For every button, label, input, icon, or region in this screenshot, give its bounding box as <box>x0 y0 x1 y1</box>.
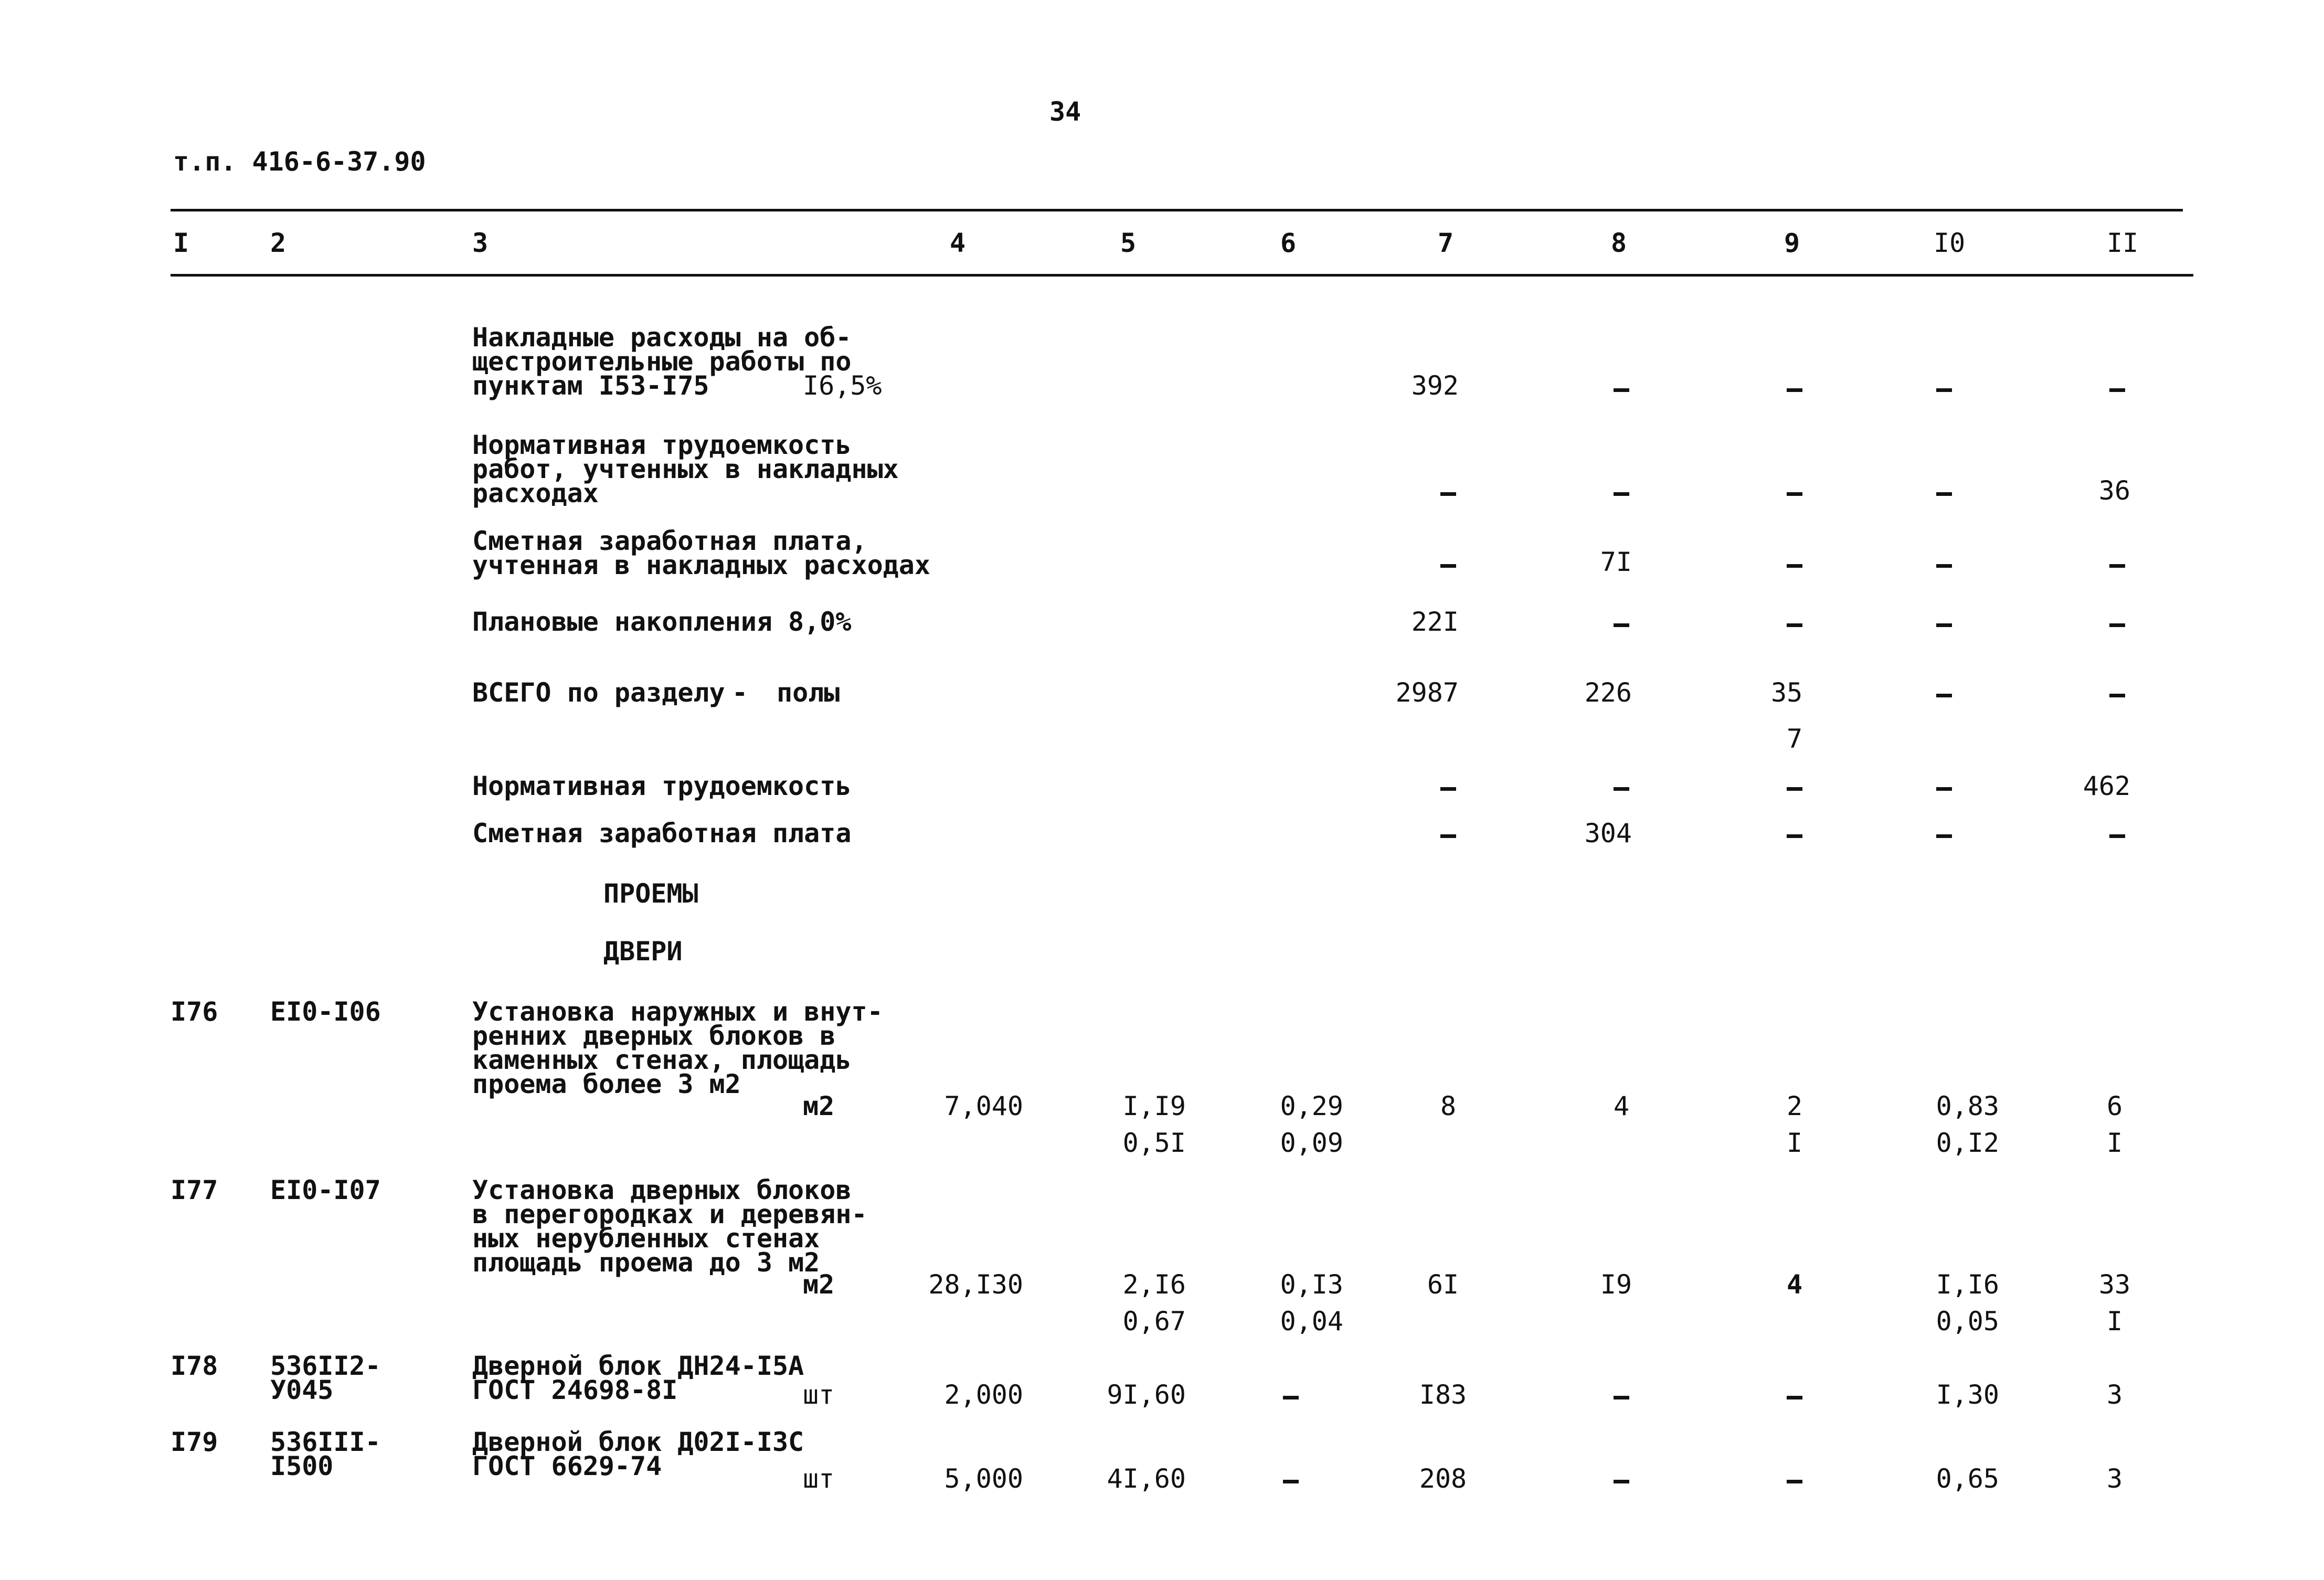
dash <box>1936 787 1952 791</box>
dash <box>2109 694 2125 697</box>
cell-col11: 6 <box>2106 1091 2123 1121</box>
dash <box>1440 834 1456 838</box>
column-header: 4 <box>950 228 966 258</box>
rate-code: 536II2- У045 <box>270 1351 381 1405</box>
cell-col5-second: 0,5I <box>1122 1128 1186 1158</box>
unit: шт <box>803 1380 835 1410</box>
dash <box>1440 492 1456 496</box>
cell-col11: 3 <box>2106 1464 2123 1494</box>
table-top-rule <box>171 209 2183 211</box>
cell-col4: 28,I30 <box>928 1269 1023 1300</box>
cell-col9-continued: 7 <box>1787 724 1803 754</box>
cell-col8: 226 <box>1584 677 1632 708</box>
cell-col9: 35 <box>1771 677 1803 708</box>
cell-col5-second: 0,67 <box>1122 1306 1186 1337</box>
unit: м2 <box>803 1091 835 1121</box>
dash <box>1283 1480 1299 1483</box>
dash <box>1614 787 1629 791</box>
cell-col9: 2 <box>1786 1091 1803 1121</box>
cell-col10: I,30 <box>1936 1380 1999 1410</box>
dash <box>1936 388 1952 392</box>
cell-col9: 4 <box>1786 1269 1803 1300</box>
rate-code: 536III- I500 <box>270 1427 381 1481</box>
rate-code: EI0-I07 <box>270 1175 381 1205</box>
dash <box>1614 492 1629 496</box>
cell-col8: 304 <box>1584 818 1632 849</box>
subsection-heading: ДВЕРИ <box>603 936 683 967</box>
dash <box>1787 787 1802 791</box>
row-description: Установка наружных и внут- ренних дверных блоков в каменных стенах, площадь проема более 3 м2 <box>472 996 883 1099</box>
row-description: Установка дверных блоков в перегородках и деревян- ных нерубленных стенах площадь проема до 3 м2 <box>472 1175 867 1278</box>
dash <box>1936 694 1952 697</box>
row-description: Дверной блок Д02I-I3С ГОСТ 6629-74 <box>472 1427 804 1481</box>
row-number: I76 <box>171 996 218 1027</box>
dash <box>1614 1480 1629 1483</box>
cell-col7: 208 <box>1419 1464 1467 1494</box>
cell-col7: 6I <box>1427 1269 1459 1300</box>
column-header: 3 <box>472 228 489 258</box>
dash <box>1440 787 1456 791</box>
column-header: I0 <box>1934 228 1966 258</box>
cell-col5: 4I,60 <box>1107 1464 1186 1494</box>
cell-col11: 3 <box>2106 1380 2123 1410</box>
dash <box>2109 564 2125 568</box>
cell-col4: 5,000 <box>944 1464 1023 1494</box>
dash <box>1787 834 1802 838</box>
cell-col5: I,I9 <box>1122 1091 1186 1121</box>
cell-col4: 2,000 <box>944 1380 1023 1410</box>
cell-col6-second: 0,09 <box>1280 1128 1343 1158</box>
total-dash: - <box>732 677 748 708</box>
cell-col5: 9I,60 <box>1107 1380 1186 1410</box>
row-description: Плановые накопления 8,0% <box>472 607 852 637</box>
rate-code: EI0-I06 <box>270 996 381 1027</box>
cell-col6: 0,I3 <box>1280 1269 1343 1300</box>
cell-col11: 36 <box>2098 475 2130 506</box>
cell-col11-second: I <box>2106 1306 2123 1337</box>
document-code: т.п. 416-6-37.90 <box>173 146 426 177</box>
column-header: 7 <box>1438 228 1454 258</box>
column-header: 2 <box>270 228 286 258</box>
total-suffix: полы <box>777 677 840 708</box>
cell-col11: 33 <box>2098 1269 2131 1300</box>
column-header: 9 <box>1784 228 1800 258</box>
cell-col8: I9 <box>1600 1269 1632 1300</box>
dash <box>1936 623 1952 627</box>
dash <box>1614 388 1629 392</box>
dash <box>1283 1396 1299 1399</box>
dash <box>1936 834 1952 838</box>
cell-col8: 7I <box>1600 547 1632 577</box>
row-description: Нормативная трудоемкость работ, учтенных в накладных расходах <box>472 430 899 508</box>
dash <box>1787 1396 1802 1399</box>
dash <box>1787 1480 1802 1483</box>
row-description: Сметная заработная плата <box>472 818 852 849</box>
dash <box>2109 388 2125 392</box>
cell-col7: 22I <box>1411 607 1459 637</box>
cell-col7: 392 <box>1411 370 1459 401</box>
cell-col7: 8 <box>1440 1091 1457 1121</box>
section-heading: ПРОЕМЫ <box>603 878 698 909</box>
cell-col11-second: I <box>2106 1128 2123 1158</box>
dash <box>1614 623 1629 627</box>
cell-col7: I83 <box>1419 1380 1467 1410</box>
cell-col10: 0,65 <box>1936 1464 1999 1494</box>
column-header: II <box>2107 228 2139 258</box>
cell-col7: 2987 <box>1395 677 1459 708</box>
row-number: I77 <box>171 1175 218 1205</box>
dash <box>1936 492 1952 496</box>
row-number: I78 <box>171 1351 218 1381</box>
dash <box>1614 1396 1629 1399</box>
cell-col10-second: 0,05 <box>1936 1306 1999 1337</box>
cell-col10: 0,83 <box>1936 1091 1999 1121</box>
table-header-rule <box>171 274 2193 277</box>
dash <box>1787 492 1802 496</box>
cell-col10-second: 0,I2 <box>1936 1128 1999 1158</box>
total-label: ВСЕГО по разделу <box>472 677 725 708</box>
column-header: 6 <box>1280 228 1297 258</box>
row-number: I79 <box>171 1427 218 1457</box>
cell-col6: 0,29 <box>1280 1091 1343 1121</box>
dash <box>1787 623 1802 627</box>
dash <box>2109 834 2125 838</box>
dash <box>1936 564 1952 568</box>
column-header: 5 <box>1120 228 1137 258</box>
cell-col9-second: I <box>1786 1128 1803 1158</box>
column-header: I <box>173 228 189 258</box>
cell-col5: 2,I6 <box>1122 1269 1186 1300</box>
dash <box>1787 564 1802 568</box>
cell-col4: 7,040 <box>944 1091 1023 1121</box>
unit: м2 <box>803 1269 835 1300</box>
row-description: Накладные расходы на об- щестроительные работы по пунктам I53-I75 <box>472 322 852 401</box>
overhead-rate: I6,5% <box>803 370 882 401</box>
row-description: Дверной блок ДН24-I5А ГОСТ 24698-8I <box>472 1351 804 1405</box>
row-description: Нормативная трудоемкость <box>472 771 852 801</box>
cell-col8: 4 <box>1613 1091 1630 1121</box>
column-header: 8 <box>1611 228 1627 258</box>
cell-col11: 462 <box>2083 771 2130 801</box>
unit: шт <box>803 1464 835 1494</box>
dash <box>1440 564 1456 568</box>
cell-col10: I,I6 <box>1936 1269 1999 1300</box>
cell-col6-second: 0,04 <box>1280 1306 1343 1337</box>
dash <box>2109 623 2125 627</box>
dash <box>1787 388 1802 392</box>
page-number: 34 <box>1049 97 1081 127</box>
row-description: Сметная заработная плата, учтенная в накладных расходах <box>472 526 930 580</box>
